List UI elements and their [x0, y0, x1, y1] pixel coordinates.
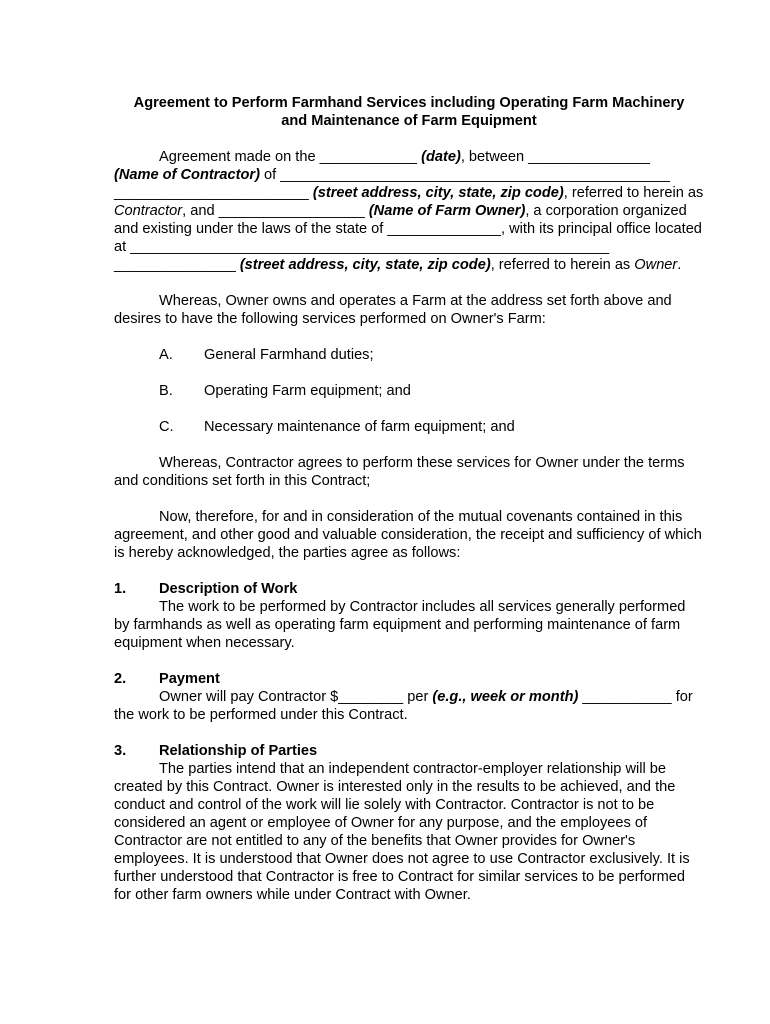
section-title: Description of Work — [159, 581, 298, 597]
service-item-b — [114, 382, 704, 400]
service-item-c — [114, 418, 704, 436]
section-number: 1. — [114, 581, 127, 597]
service-letter: A. — [159, 347, 173, 363]
intro-text: of ________________________________________________ — [259, 167, 670, 183]
section-3-body: The parties intend that an independent contractor-employer relationship will be created by this Contract. Owner is interested only in the results to be achieved, and the conduct and control of the work will lie solely with Contractor. Contractor is not to be considered an agent or employee of Owner for any purpose, and the employees of Contractor are not entitled to any of the benefits that Owner provides for Owner's employees. It is understood that Owner does not agree to use Contractor exclusively. It is further understood that Contractor is free to Contract for similar services to be performed for other farm owners while under Contract with Owner. — [114, 761, 690, 903]
intro-text: , a corporation organized and existing under the laws of the state of ______________, with its principal office located at ___________________________________________________________ — [114, 203, 702, 255]
section-2-body — [114, 688, 704, 724]
contractor-address-label: (street address, city, state, zip code) — [312, 185, 564, 201]
section-1-body: The work to be performed by Contractor includes all services generally performed by farmhands as well as operating farm equipment and performing maintenance of farm equipment when necessary. — [114, 599, 686, 651]
section-number: 2. — [114, 671, 127, 687]
intro-text: ________________________ — [114, 185, 313, 201]
service-text: Necessary maintenance of farm equipment; and — [204, 419, 515, 435]
section-title: Payment — [159, 671, 220, 687]
document-content — [114, 94, 704, 922]
service-item-a — [114, 346, 704, 364]
service-letter: C. — [159, 419, 174, 435]
intro-text: . — [677, 257, 682, 273]
intro-text: , referred to herein as — [563, 185, 704, 201]
intro-text: Agreement made on the ____________ — [159, 149, 422, 165]
owner-term: Owner — [634, 257, 678, 273]
intro-paragraph — [114, 148, 704, 274]
whereas-owner-paragraph: Whereas, Owner owns and operates a Farm at the address set forth above and desires to have the following services performed on Owner's Farm: — [114, 293, 672, 327]
intro-text: , and __________________ — [182, 203, 369, 219]
intro-text: _______________ — [114, 257, 240, 273]
whereas-contractor-paragraph: Whereas, Contractor agrees to perform these services for Owner under the terms and conditions set forth in this Contract; — [114, 455, 685, 489]
section-number: 3. — [114, 743, 127, 759]
payment-text: Owner will pay Contractor $________ per — [159, 689, 433, 705]
date-label: (date) — [421, 149, 461, 165]
payment-text: ___________ for the work to be performed under this Contract. — [114, 689, 693, 723]
contractor-name-label: (Name of Contractor) — [114, 167, 260, 183]
payment-period-label: (e.g., week or month) — [432, 689, 579, 705]
now-therefore-paragraph: Now, therefore, for and in consideration of the mutual covenants contained in this agreement, and other good and valuable consideration, the receipt and sufficiency of which is hereby acknowledged, the parties agree as follows: — [114, 509, 702, 561]
section-3-heading — [114, 742, 704, 760]
section-2-heading — [114, 670, 704, 688]
title-line-1: Agreement to Perform Farmhand Services including Operating Farm Machinery — [133, 95, 685, 111]
document-title — [114, 94, 704, 130]
service-text: General Farmhand duties; — [204, 347, 374, 363]
contractor-term: Contractor — [114, 203, 183, 219]
intro-text: , referred to herein as — [490, 257, 635, 273]
service-letter: B. — [159, 383, 173, 399]
title-line-2: and Maintenance of Farm Equipment — [281, 113, 537, 129]
section-1-heading — [114, 580, 704, 598]
section-title: Relationship of Parties — [159, 743, 318, 759]
owner-name-label: (Name of Farm Owner) — [368, 203, 526, 219]
owner-address-label: (street address, city, state, zip code) — [239, 257, 491, 273]
service-text: Operating Farm equipment; and — [204, 383, 411, 399]
intro-text: , between _______________ — [460, 149, 650, 165]
